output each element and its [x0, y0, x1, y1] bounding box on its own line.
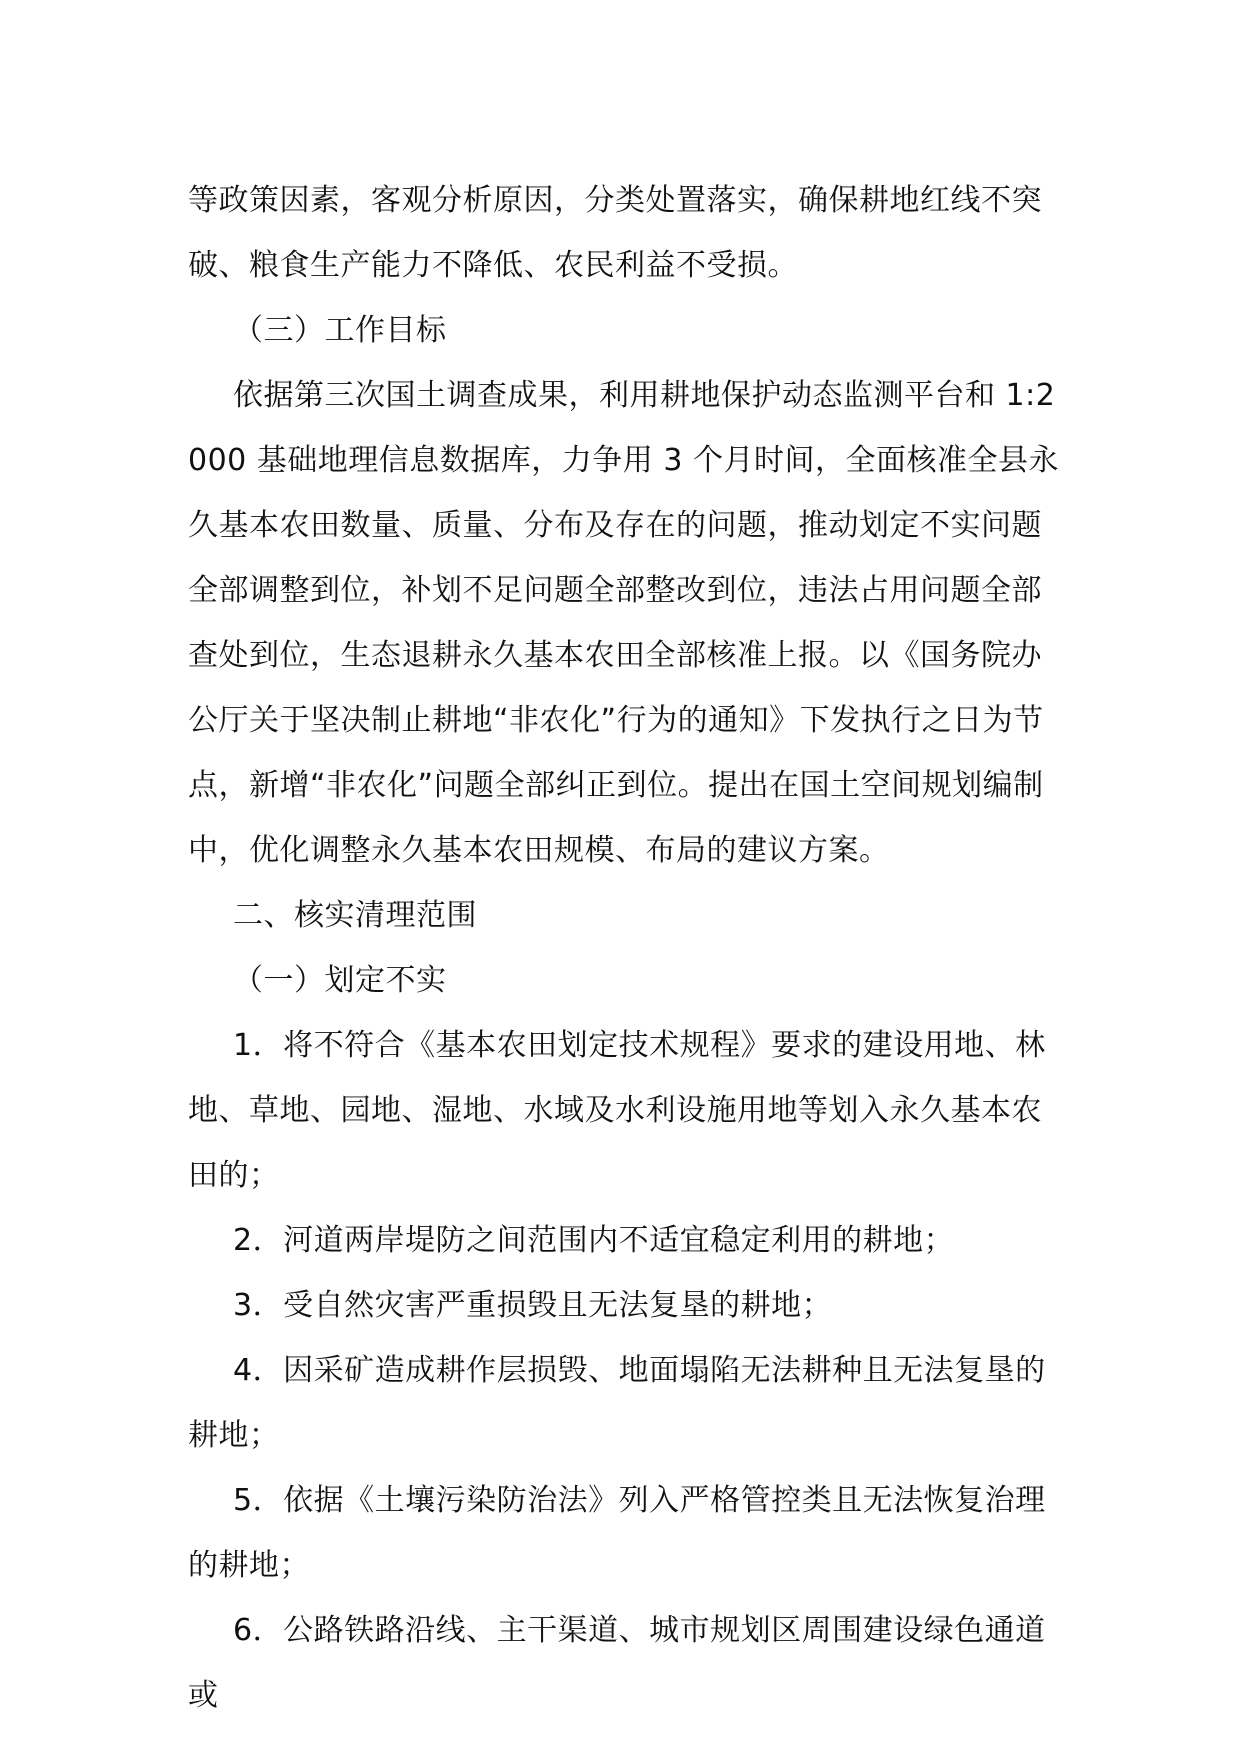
- list-item-1: 1．将不符合《基本农田划定技术规程》要求的建设用地、林地、草地、园地、湿地、水域及水利设施用地等划入永久基本农田的；: [188, 1028, 1046, 1193]
- list-item-6: 6．公路铁路沿线、主干渠道、城市规划区周围建设绿色通道或: [188, 1613, 1046, 1713]
- section-heading-verification-scope: 二、核实清理范围: [233, 898, 477, 933]
- subsection-heading-inaccurate-designation: （一）划定不实: [233, 963, 447, 998]
- paragraph-continuation: 等政策因素，客观分析原因，分类处置落实，确保耕地红线不突破、粮食生产能力不降低、农民利益不受损。: [188, 183, 1042, 283]
- list-item-5: 5．依据《土壤污染防治法》列入严格管控类且无法恢复治理的耕地；: [188, 1483, 1046, 1583]
- section-heading-work-goals: （三）工作目标: [233, 313, 447, 348]
- list-item-2: 2．河道两岸堤防之间范围内不适宜稳定利用的耕地；: [233, 1223, 955, 1258]
- paragraph-work-goals: 依据第三次国土调查成果，利用耕地保护动态监测平台和 1:2000 基础地理信息数据库，力争用 3 个月时间，全面核准全县永久基本农田数量、质量、分布及存在的问题，推动划定不实问题全部调整到位，补划不足问题全部整改到位，违法占用问题全部查处到位，生态退耕永久基本农田全部核准上报。以《国务院办公厅关于坚决制止耕地“非农化”行为的通知》下发执行之日为节点，新增“非农化”问题全部纠正到位。提出在国土空间规划编制中，优化调整永久基本农田规模、布局的建议方案。: [188, 378, 1059, 868]
- document-body: [188, 168, 1068, 1728]
- list-item-3: 3．受自然灾害严重损毁且无法复垦的耕地；: [233, 1288, 833, 1323]
- list-item-4: 4．因采矿造成耕作层损毁、地面塌陷无法耕种且无法复垦的耕地；: [188, 1353, 1046, 1453]
